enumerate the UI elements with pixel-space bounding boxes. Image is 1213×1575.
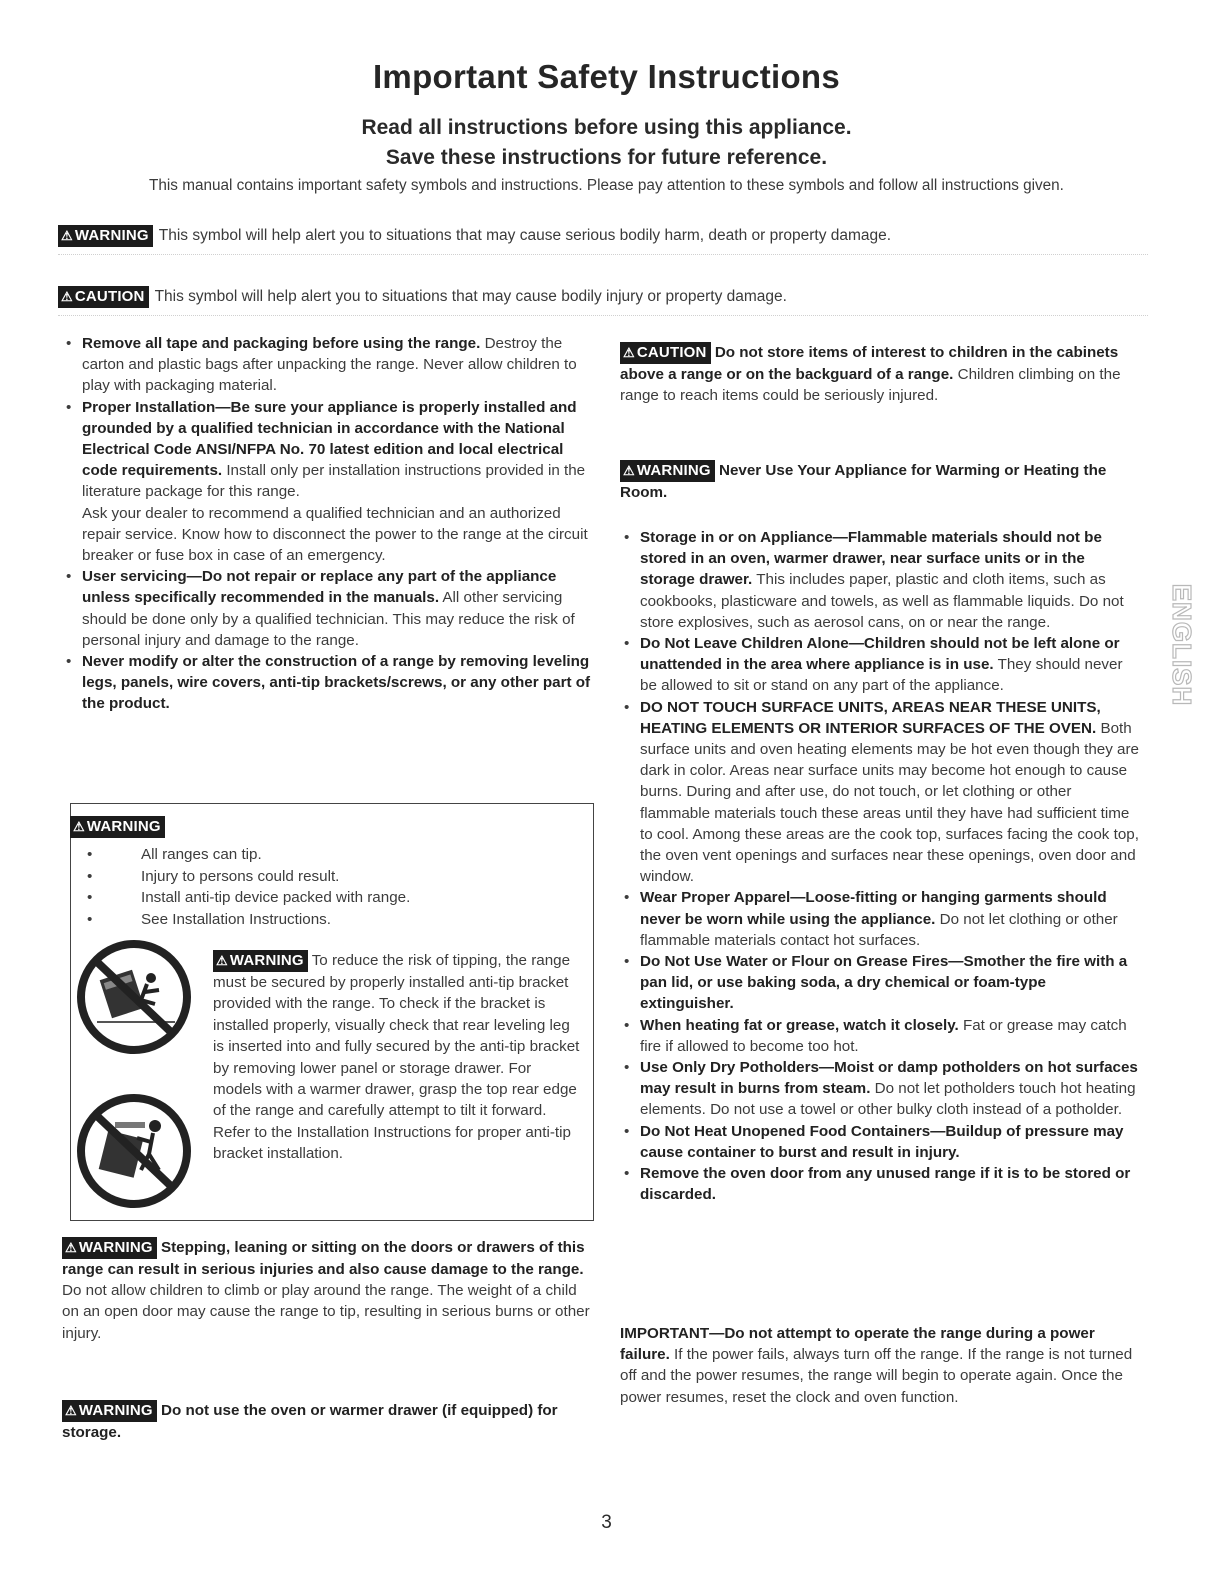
list-item: • Storage in or on Appliance—Flammable materials should not be stored in an oven, warmer drawer, near surface units or in the storage drawer. This includes paper, plastic and cloth items, such as cookbooks, plasticware and towels, as well as flammable liquids. Do not store explosives, such as aerosol cans, on or near the range. (620, 527, 1142, 633)
caution-badge (58, 286, 149, 308)
page-title: Important Safety Instructions (372, 58, 841, 95)
intro-text: This manual contains important safety symbols and instructions. Please pay attention to these symbols and follow all instructions given. (149, 177, 1064, 194)
warning-badge: ⚠ WARNING (70, 816, 165, 838)
warning-badge (58, 225, 153, 247)
list-item: • Injury to persons could result. (71, 866, 571, 888)
language-side-tab (1162, 555, 1198, 735)
page-number: 3 (601, 1512, 612, 1533)
children-caution: ⚠ CAUTION Do not store items of interest to children in the cabinets above a range or on the backguard of a range. Children climbing on the range to reach items could be seriously injured. (620, 344, 1121, 405)
list-item: • Remove all tape and packaging before using the range. Destroy the carton and plastic bags after unpacking the range. Never allow children to play with packaging material. (62, 333, 592, 397)
power-failure-notice: IMPORTANT—Do not attempt to operate the range during a power failure. If the power fails, always turn off the range. If the range is not turned off and the power resumes, the range will begin to operate again. Once the power resumes, reset the clock and oven function. (620, 1325, 1133, 1406)
warning-badge: ⚠ WARNING (213, 950, 308, 972)
storage-warning: ⚠ WARNING Do not use the oven or warmer drawer (if equipped) for storage. (62, 1402, 558, 1441)
subtitle-read: Read all instructions before using this appliance. (361, 116, 852, 139)
list-item: • DO NOT TOUCH SURFACE UNITS, AREAS NEAR THESE UNITS, HEATING ELEMENTS OR INTERIOR SURFACES OF THE OVEN. Both surface units and oven heating elements may be hot even though they are dark in color. Areas near surface units may become hot enough to cause burns. During and after use, do not touch, or let clothing or other flammable materials touch these areas until they have had sufficient time to cool. Among these areas are the cook top, surfaces facing the cook top, the oven vent openings and surfaces near these openings, oven door and window. (620, 697, 1142, 888)
warning-triangle-icon: ⚠ (61, 228, 73, 243)
list-item: • Remove the oven door from any unused range if it is to be stored or discarded. (620, 1163, 1142, 1205)
stepping-warning: ⚠ WARNING Stepping, leaning or sitting on the doors or drawers of this range can result in serious injuries and also cause damage to the range. Do not allow children to climb or play around the range. The weight of a child on an open door may cause the range to tip, resulting in serious burns or other injury. (62, 1239, 590, 1342)
list-item: • Do Not Leave Children Alone—Children should not be left alone or unattended in the area where appliance is in use. They should never be allowed to sit or stand on any part of the appliance. (620, 633, 1142, 697)
anti-tip-warning-box (70, 803, 594, 1221)
tip-warning-list (71, 844, 571, 930)
list-item: • Do Not Heat Unopened Food Containers—Buildup of pressure may cause container to burst and result in injury. (620, 1121, 1142, 1163)
badge-label: WARNING (74, 227, 149, 244)
list-item: • Wear Proper Apparel—Loose-fitting or hanging garments should never be worn while using the appliance. Do not let clothing or other flammable materials contact hot surfaces. (620, 887, 1142, 951)
list-item-continued: Ask your dealer to recommend a qualified technician and an authorized repair service. Know how to disconnect the power to the range at the circuit breaker or fuse box in case of an emergency. (82, 504, 588, 565)
left-column (62, 333, 592, 715)
list-item: • All ranges can tip. (71, 844, 571, 866)
right-bullet-list (620, 527, 1142, 1206)
badge-label: CAUTION (74, 288, 145, 305)
range-tipping-prohibited-icon (75, 938, 193, 1056)
list-item: • Use Only Dry Potholders—Moist or damp potholders on hot surfaces may result in burns from steam. Do not let potholders touch hot heating elements. Do not use a towel or other bulky cloth instead of a potholder. (620, 1057, 1142, 1121)
warning-symbol-text: This symbol will help alert you to situations that may cause serious bodily harm, death or property damage. (158, 227, 892, 244)
child-on-door-prohibited-icon (75, 1092, 193, 1210)
caution-triangle-icon: ⚠ (61, 289, 73, 304)
heating-room-warning: ⚠ WARNING Never Use Your Appliance for Warming or Heating the Room. (620, 462, 1107, 501)
caution-symbol-text: This symbol will help alert you to situations that may cause bodily injury or property damage. (154, 288, 787, 305)
list-item: • See Installation Instructions. (71, 909, 571, 931)
list-item: • User servicing—Do not repair or replace any part of the appliance unless specifically recommended in the manuals. All other servicing should be done only by a qualified technician. This may reduce the risk of personal injury and damage to the range. (62, 566, 592, 651)
list-item: • When heating fat or grease, watch it closely. Fat or grease may catch fire if allowed to become too hot. (620, 1015, 1142, 1057)
warning-badge: ⚠ WARNING (62, 1237, 157, 1259)
list-item: • Proper Installation—Be sure your appliance is properly installed and grounded by a qualified technician in accordance with the National Electrical Code ANSI/NFPA No. 70 latest edition and local electrical code requirements. Install only per installation instructions provided in the literature package for this range. (62, 397, 592, 503)
tipping-instructions: ⚠ WARNING To reduce the risk of tipping, the range must be secured by properly installed anti-tip bracket provided with the range. To check if the bracket is installed properly, visually check that rear leveling leg is inserted into and fully secured by the anti-tip bracket by removing lower panel or storage drawer. For models with a warmer drawer, grasp the top rear edge of the range and carefully attempt to tilt it forward. Refer to the Installation Instructions for proper anti-tip bracket installation. (213, 952, 580, 1163)
caution-symbol-row (58, 279, 1148, 316)
caution-badge: ⚠ CAUTION (620, 342, 711, 364)
warning-symbol-row (58, 218, 1148, 255)
side-tab-label: ENGLISH (1167, 583, 1198, 707)
subtitle-save: Save these instructions for future reference. (385, 146, 828, 169)
warning-badge: ⚠ WARNING (620, 460, 715, 482)
warning-badge: ⚠ WARNING (62, 1400, 157, 1422)
list-item: • Do Not Use Water or Flour on Grease Fires—Smother the fire with a pan lid, or use baking soda, a dry chemical or foam-type extinguisher. (620, 951, 1142, 1015)
list-item: • Never modify or alter the construction of a range by removing leveling legs, panels, wire covers, anti-tip brackets/screws, or any other part of the product. (62, 651, 592, 715)
list-item: • Install anti-tip device packed with range. (71, 887, 571, 909)
